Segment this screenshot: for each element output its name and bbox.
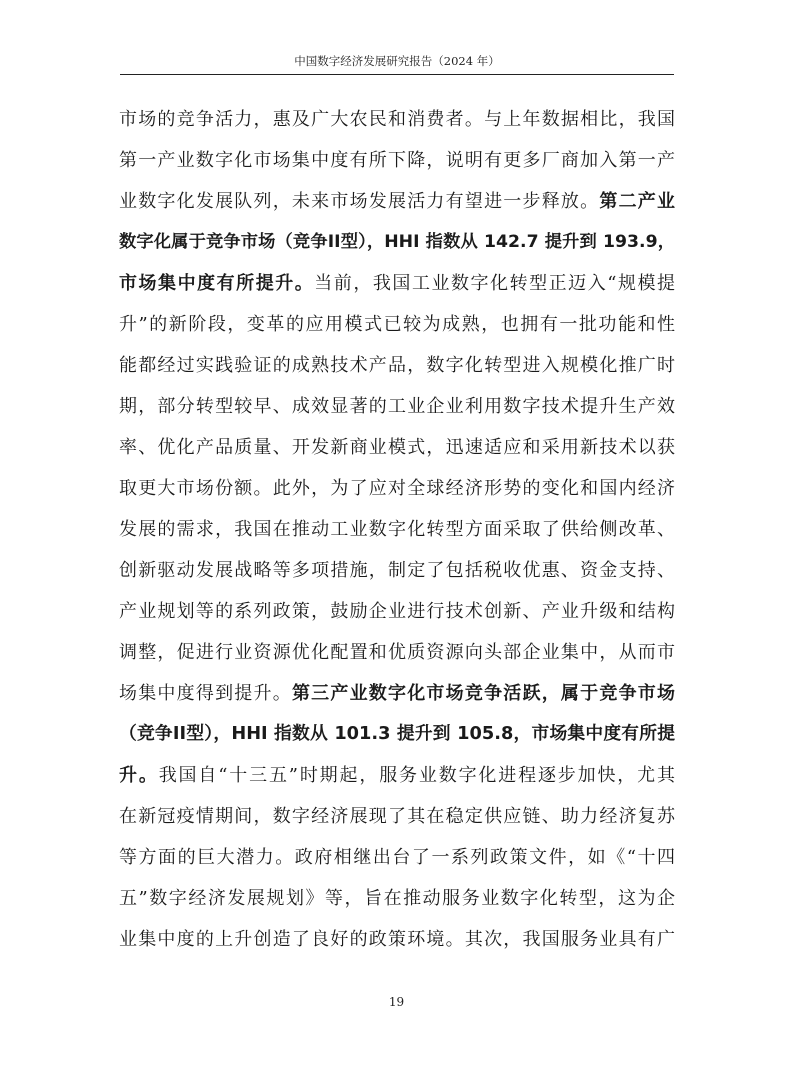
text-line xyxy=(119,427,675,468)
bold-text-segment: 升。 xyxy=(119,765,159,786)
text-segment: 率、优化产品质量、开发新商业模式，迅速适应和采用新技术以获 xyxy=(119,437,675,458)
text-line xyxy=(119,755,675,796)
bold-text-segment: 第二产业 xyxy=(599,191,676,212)
text-line xyxy=(119,673,675,714)
text-segment: 产业规划等的系列政策，鼓励企业进行技术创新、产业升级和结构 xyxy=(119,601,675,622)
bold-text-segment: 第三产业数字化市场竞争活跃，属于竞争市场 xyxy=(291,683,676,704)
text-segment: 第一产业数字化市场集中度有所下降，说明有更多厂商加入第一产 xyxy=(119,150,675,171)
text-line xyxy=(119,878,675,919)
text-line xyxy=(119,550,675,591)
text-line xyxy=(119,222,675,263)
bold-text-segment: 市场集中度有所提升。 xyxy=(119,273,315,294)
text-line xyxy=(119,304,675,345)
text-segment: 期，部分转型较早、成效显著的工业企业利用数字技术提升生产效 xyxy=(119,396,675,417)
text-segment: 调整，促进行业资源优化配置和优质资源向头部企业集中，从而市 xyxy=(119,642,675,663)
text-segment: 在新冠疫情期间，数字经济展现了其在稳定供应链、助力经济复苏 xyxy=(119,806,675,827)
text-line xyxy=(119,263,675,304)
text-segment: 升”的新阶段，变革的应用模式已较为成熟，也拥有一批功能和性 xyxy=(119,314,675,335)
text-segment: 业集中度的上升创造了良好的政策环境。其次，我国服务业具有广 xyxy=(119,929,675,950)
text-line xyxy=(119,919,675,960)
text-line xyxy=(119,591,675,632)
text-line xyxy=(119,509,675,550)
text-line xyxy=(119,140,675,181)
text-segment: 五”数字经济发展规划》等，旨在推动服务业数字化转型，这为企 xyxy=(119,888,675,909)
body-paragraph xyxy=(119,99,675,960)
text-line xyxy=(119,714,675,755)
text-segment: 等方面的巨大潜力。政府相继出台了一系列政策文件，如《“十四 xyxy=(119,847,675,868)
page-number: 19 xyxy=(388,995,405,1009)
text-line xyxy=(119,345,675,386)
text-line xyxy=(119,386,675,427)
text-line xyxy=(119,181,675,222)
bold-text-segment: （竞争II型），HHI 指数从 101.3 提升到 105.8，市场集中度有所提 xyxy=(119,724,675,744)
text-line xyxy=(119,796,675,837)
text-segment: 发展的需求，我国在推动工业数字化转型方面采取了供给侧改革、 xyxy=(119,519,675,540)
text-segment: 场集中度得到提升。 xyxy=(119,683,292,704)
text-segment: 当前，我国工业数字化转型正迈入“规模提 xyxy=(314,273,676,294)
text-line xyxy=(119,837,675,878)
text-segment: 取更大市场份额。此外，为了应对全球经济形势的变化和国内经济 xyxy=(119,478,675,499)
text-segment: 能都经过实践验证的成熟技术产品，数字化转型进入规模化推广时 xyxy=(119,355,675,376)
text-segment: 市场的竞争活力，惠及广大农民和消费者。与上年数据相比，我国 xyxy=(119,109,675,130)
text-segment: 业数字化发展队列，未来市场发展活力有望进一步释放。 xyxy=(119,191,600,212)
report-title: 中国数字经济发展研究报告（2024 年） xyxy=(294,54,500,68)
text-line xyxy=(119,632,675,673)
text-segment: 创新驱动发展战略等多项措施，制定了包括税收优惠、资金支持、 xyxy=(119,560,675,581)
page-header xyxy=(120,54,674,75)
text-segment: 我国自“十三五”时期起，服务业数字化进程逐步加快，尤其 xyxy=(158,765,675,786)
bold-text-segment: 数字化属于竞争市场（竞争II型），HHI 指数从 142.7 提升到 193.9， xyxy=(119,232,675,252)
text-line xyxy=(119,468,675,509)
text-line xyxy=(119,99,675,140)
